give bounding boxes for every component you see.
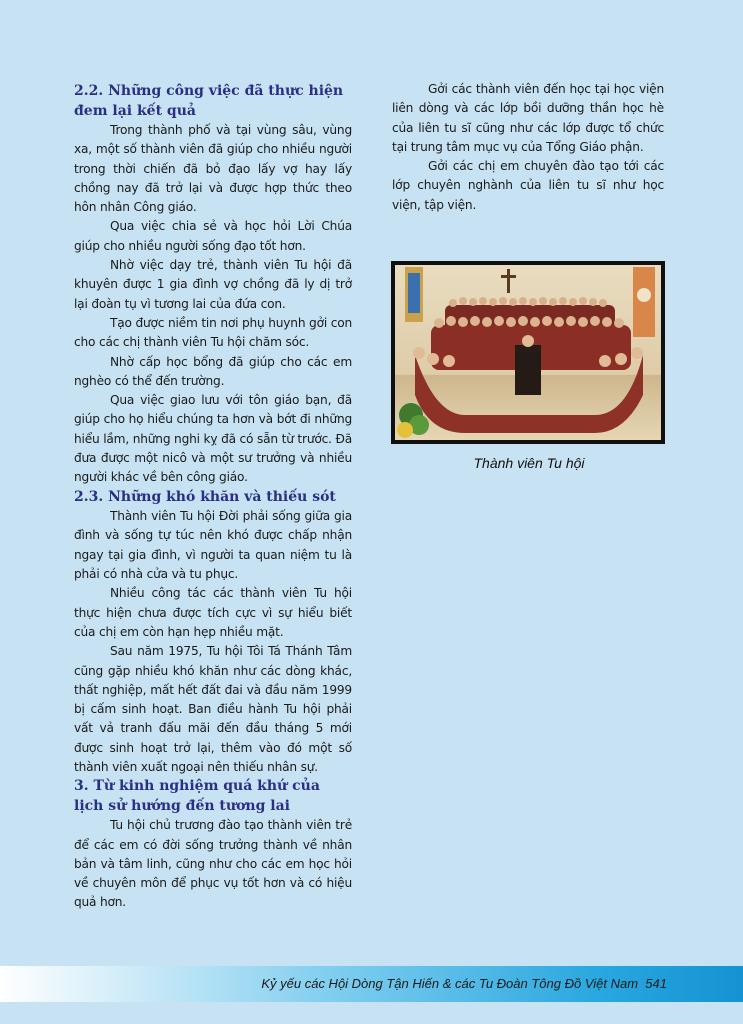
paragraph: Gởi các thành viên đến học tại học viện liên dòng và các lớp bồi dưỡng thần học hè của liên tu sĩ cũng như các lớp được tổ chức tại trung tâm mục vụ của Tổng Giáo phận.: [392, 82, 664, 154]
group-photo-image: [395, 265, 661, 440]
paragraph: Trong thành phố và tại vùng sâu, vùng xa, một số thành viên đã giúp cho nhiều người trong thời chiến đã bỏ đạo lấy vợ hay lấy chồng nay đã trở lại và được hợp thức theo hôn nhân Công giáo.: [74, 123, 352, 215]
paragraph: Thành viên Tu hội Đời phải sống giữa gia đình và sống tự túc nên khó được chấp nhận ngay tại gia đình, vì người ta quan niệm tu là phải có nhà cửa và tu phục.: [74, 509, 352, 582]
footer-bar: [0, 966, 743, 1002]
section-heading-2-2: 2.2. Những công việc đã thực hiện đem lại kết quả: [74, 83, 344, 119]
section-heading-3: 3. Từ kinh nghiệm quá khứ của lịch sử hướng đến tương lai: [74, 778, 320, 814]
paragraph: Sau năm 1975, Tu hội Tôi Tá Thánh Tâm cũng gặp nhiều khó khăn như các dòng khác, thất nghiệp, mất hết đất đai và đầu năm 1999 bị cấm sinh hoạt. Ban điều hành Tu hội phải vất vả tranh đấu mãi đến đầu tháng 5 mới được sinh hoạt trở lại, thêm vào đó một số thành viên xuất ngoại nên thiếu nhân sự.: [74, 644, 352, 774]
paragraph: Tu hội chủ trương đào tạo thành viên trẻ để các em có đời sống trưởng thành về nhân bản và tâm linh, cũng như cho các em học hỏi về chuyên môn để phục vụ tốt hơn và có hiệu quả hơn.: [74, 818, 352, 910]
paragraph: Qua việc giao lưu với tôn giáo bạn, đã giúp cho họ hiểu chúng ta hơn và bớt đi những hiểu lầm, những nghi kỵ đã có sẵn từ trước. Đã đưa được một nicô và một sư trưởng và nhiều người khác về bên công giáo.: [74, 393, 352, 485]
paragraph: Nhờ cấp học bổng đã giúp cho các em nghèo có thể đến trường.: [74, 354, 352, 388]
group-photo: [391, 261, 665, 444]
section-heading-2-3: 2.3. Những khó khăn và thiếu sót: [74, 488, 336, 505]
paragraph: Tạo được niềm tin nơi phụ huynh gởi con cho các chị thành viên Tu hội chăm sóc.: [74, 315, 352, 350]
paragraph: Nhờ việc dạy trẻ, thành viên Tu hội đã khuyên được 1 gia đình vợ chồng đã ly dị trở lại đoàn tụ vì tương lai của đứa con.: [74, 258, 352, 311]
paragraph: Nhiều công tác các thành viên Tu hội thực hiện chưa được tích cực vì sự hiểu biết của chị em còn hạn hẹp nhiều mặt.: [74, 586, 352, 639]
photo-caption: Thành viên Tu hội: [473, 455, 585, 471]
left-column: [74, 82, 352, 913]
page-number: 541: [645, 976, 667, 991]
footer-title: Kỷ yếu các Hội Dòng Tận Hiến & các Tu Đoàn Tông Đồ Việt Nam 541: [261, 976, 667, 991]
paragraph: Gởi các chị em chuyên đào tạo tới các lớp chuyên nghành của liên tu sĩ như học viện, tập viện.: [392, 159, 664, 212]
paragraph: Qua việc chia sẻ và học hỏi Lời Chúa giúp cho nhiều người sống đạo tốt hơn.: [74, 219, 352, 253]
right-column: [392, 80, 664, 215]
